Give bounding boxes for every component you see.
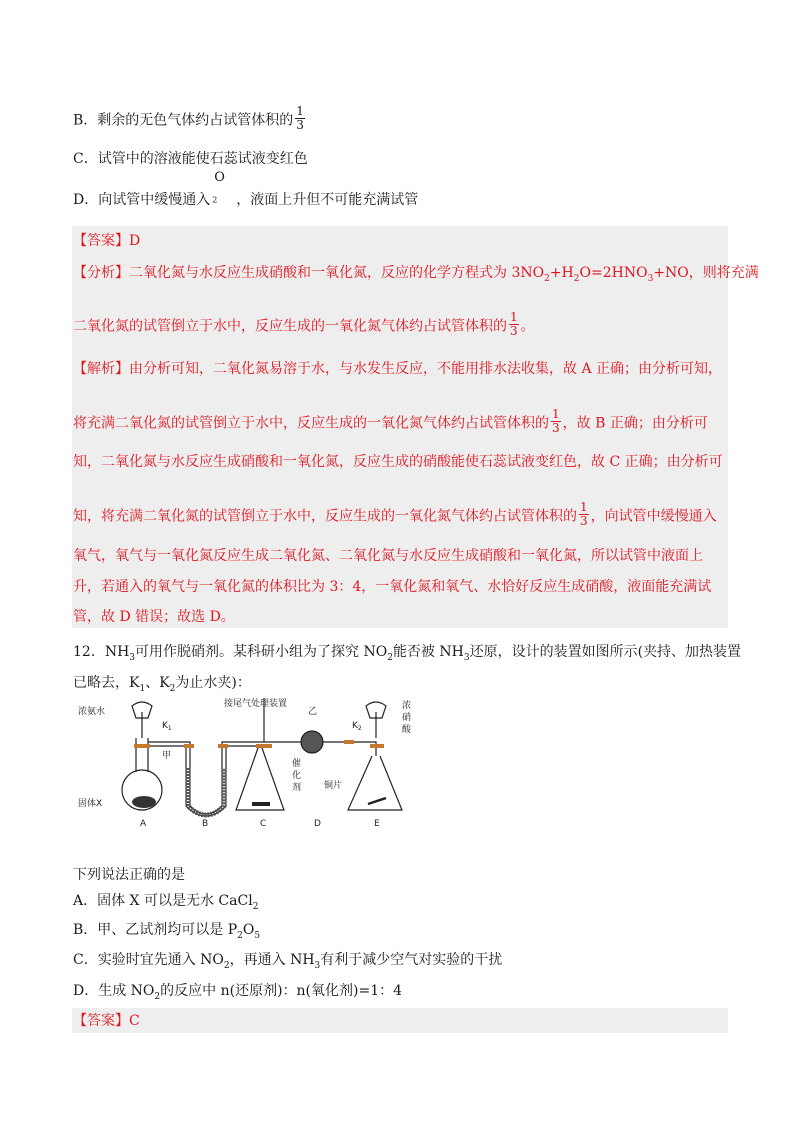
apparatus-diagram [76, 698, 436, 830]
subscript: 2 [237, 930, 243, 941]
clamp [370, 744, 384, 748]
clamp [218, 744, 228, 748]
solid-x [132, 796, 156, 808]
analysis-text: 【分析】二氧化氮与水反应生成硝酸和一氧化氮，反应的化学方程式为 3NO [73, 265, 545, 281]
fraction-denominator: 3 [296, 118, 304, 132]
option-text: A．固体 X 可以是无水 CaCl [73, 893, 253, 909]
label-jia: 甲 [162, 751, 172, 761]
fraction-denominator: 3 [552, 421, 560, 435]
subscript: 1 [139, 683, 146, 694]
label-k2-sub: 2 [357, 725, 362, 732]
label-k2 [352, 721, 362, 732]
catalyst [252, 802, 270, 806]
option-text: O [242, 922, 255, 938]
fraction-numerator: 1 [580, 500, 588, 514]
q11-explain-line-2 [73, 407, 708, 437]
subscript: 2 [573, 273, 580, 284]
tube-d [301, 731, 323, 753]
q11-explain-line-4 [73, 500, 717, 530]
clamp [184, 744, 194, 748]
label-b: B [202, 819, 209, 829]
tube-d-e [323, 742, 376, 756]
q12-stem-line-2 [73, 673, 251, 699]
q11-answer: 【答案】D [73, 233, 141, 249]
q11-option-b-text: B．剩余的无色气体约占试管体积的 [73, 112, 294, 129]
clamp [134, 744, 150, 748]
subscript: 2 [223, 960, 230, 971]
q11-explain-line-6: 升，若通入的氧气与一氧化氮的体积比为 3：4，一氧化氮和氧气、水恰好反应生成硝酸，液面能充满试 [73, 579, 712, 595]
label-catalyst-2: 化 [292, 771, 302, 781]
q11-option-d-text: D．向试管中缓慢通入 [73, 192, 211, 208]
stem-text: 能否被 NH [392, 644, 464, 660]
analysis-text: +NO，则将充满 [653, 265, 759, 281]
explain-text: ，故 B 正确；由分析可 [562, 415, 708, 432]
analysis-text: 。 [520, 318, 535, 335]
stem-text: 还原，设计的装置如图所示(夹持、加热装置 [469, 644, 742, 660]
subscript: 3 [129, 652, 136, 663]
fraction-numerator: 1 [510, 310, 518, 324]
option-text: B．甲、乙试剂均可以是 P [73, 922, 238, 938]
explain-text: 知，将充满二氧化氮的试管倒立于水中，反应生成的一氧化氮气体约占试管体积的 [73, 508, 577, 525]
q12-answer: 【答案】C [73, 1013, 140, 1029]
label-c: C [260, 819, 267, 829]
label-solid-x: 固体X [78, 799, 103, 809]
q12-option-b [73, 920, 260, 946]
analysis-text: +H [549, 265, 574, 281]
label-catalyst-1: 催 [292, 759, 302, 769]
label-copper: 铜片 [324, 781, 343, 791]
label-e: E [374, 819, 380, 829]
q11-explain-line-1: 【解析】由分析可知，二氧化氮易溶于水，与水发生反应，不能用排水法收集，故 A 正确；由分析可知， [73, 361, 723, 377]
subscript: 2 [252, 901, 259, 912]
q11-explain-line-3: 知，二氧化氮与水反应生成硝酸和一氧化氮，反应生成的硝酸能使石蕊试液变红色，故 C 正确；由分析可 [73, 454, 723, 470]
q11-explain-line-5: 氧气，氧气与一氧化氮反应生成二氧化氮、二氧化氮与水反应生成硝酸和一氧化氮，所以试管中液面上 [73, 548, 703, 564]
clamp [256, 744, 272, 748]
stem-text: 已略去，K [73, 675, 140, 691]
q12-prompt: 下列说法正确的是 [73, 867, 185, 883]
option-text: 的反应中 n(还原剂)：n(氧化剂)=1：4 [160, 983, 403, 999]
q12-solution-block [72, 1008, 728, 1033]
option-text: C．实验时宜先通入 NO [73, 952, 224, 968]
subscript: 3 [463, 652, 470, 663]
clamp [344, 740, 354, 744]
label-d: D [314, 819, 321, 829]
stem-text: 12．NH [73, 644, 130, 660]
oxygen-symbol: O [214, 170, 225, 185]
q11-analysis-line-2 [73, 310, 535, 340]
label-nitric-3: 酸 [402, 725, 412, 735]
subscript: 2 [387, 652, 393, 663]
funnel-a [132, 702, 152, 738]
label-a: A [140, 819, 147, 829]
option-text: D．生成 NO [73, 983, 155, 999]
q11-option-d-text-end: ，液面上升但不可能充满试管 [236, 192, 419, 208]
label-k1-letter: K [162, 721, 168, 731]
subscript: 3 [314, 960, 321, 971]
flask-a-neck [136, 738, 148, 772]
label-k1-sub: 1 [167, 725, 172, 732]
fraction-one-third [295, 105, 305, 132]
u-tube-filling [188, 768, 224, 815]
q12-option-a [73, 891, 258, 917]
label-ammonia: 浓氨水 [78, 707, 106, 717]
fraction-numerator: 1 [296, 104, 304, 118]
label-nitric-2: 硝 [402, 713, 412, 723]
stem-text: 、K [145, 675, 170, 691]
q11-option-d [73, 170, 419, 210]
fraction-one-third [551, 408, 561, 435]
q11-option-b [73, 104, 307, 134]
fraction-numerator: 1 [552, 407, 560, 421]
fraction-one-third [509, 311, 519, 338]
option-text: ，再通入 NH [229, 952, 315, 968]
label-catalyst-3: 剂 [292, 783, 302, 793]
label-k1 [162, 721, 172, 732]
subscript: 2 [154, 991, 161, 1002]
explain-text: ，向试管中缓慢通入 [590, 508, 717, 525]
subscript: 5 [254, 930, 261, 941]
option-text: 有利于减少空气对实验的干扰 [320, 952, 503, 968]
q12-option-c [73, 950, 502, 976]
analysis-text: 二氧化氮的试管倒立于水中，反应生成的一氧化氮气体约占试管体积的 [73, 318, 507, 335]
analysis-text: O=2HNO [579, 265, 648, 281]
label-yi: 乙 [308, 707, 318, 717]
explain-text: 将充满二氧化氮的试管倒立于水中，反应生成的一氧化氮气体约占试管体积的 [73, 415, 549, 432]
subscript: 2 [169, 683, 176, 694]
q12-stem-line-1 [73, 642, 741, 668]
flask-c [236, 748, 284, 810]
subscript: 3 [647, 273, 654, 284]
stem-text: 可用作脱硝剂。某科研小组为了探究 NO [135, 644, 388, 660]
copper-plate [368, 798, 386, 804]
oxygen-subscript: 2 [212, 195, 218, 205]
label-nitric-1: 浓 [402, 701, 412, 711]
subscript: 2 [544, 273, 550, 284]
q11-option-c: C．试管中的溶液能使石蕊试液变红色 [73, 151, 308, 167]
fraction-denominator: 3 [580, 514, 588, 528]
fraction-one-third [579, 501, 589, 528]
q11-explain-line-7: 管，故 D 错误；故选 D。 [73, 609, 235, 625]
q12-option-d [73, 981, 402, 1007]
fraction-denominator: 3 [510, 324, 518, 338]
stem-text: 为止水夹)： [175, 675, 251, 691]
label-k2-letter: K [352, 721, 358, 731]
q11-analysis-line-1 [73, 263, 759, 289]
label-tail-gas: 接尾气处理装置 [224, 699, 288, 709]
funnel-e [366, 702, 386, 738]
